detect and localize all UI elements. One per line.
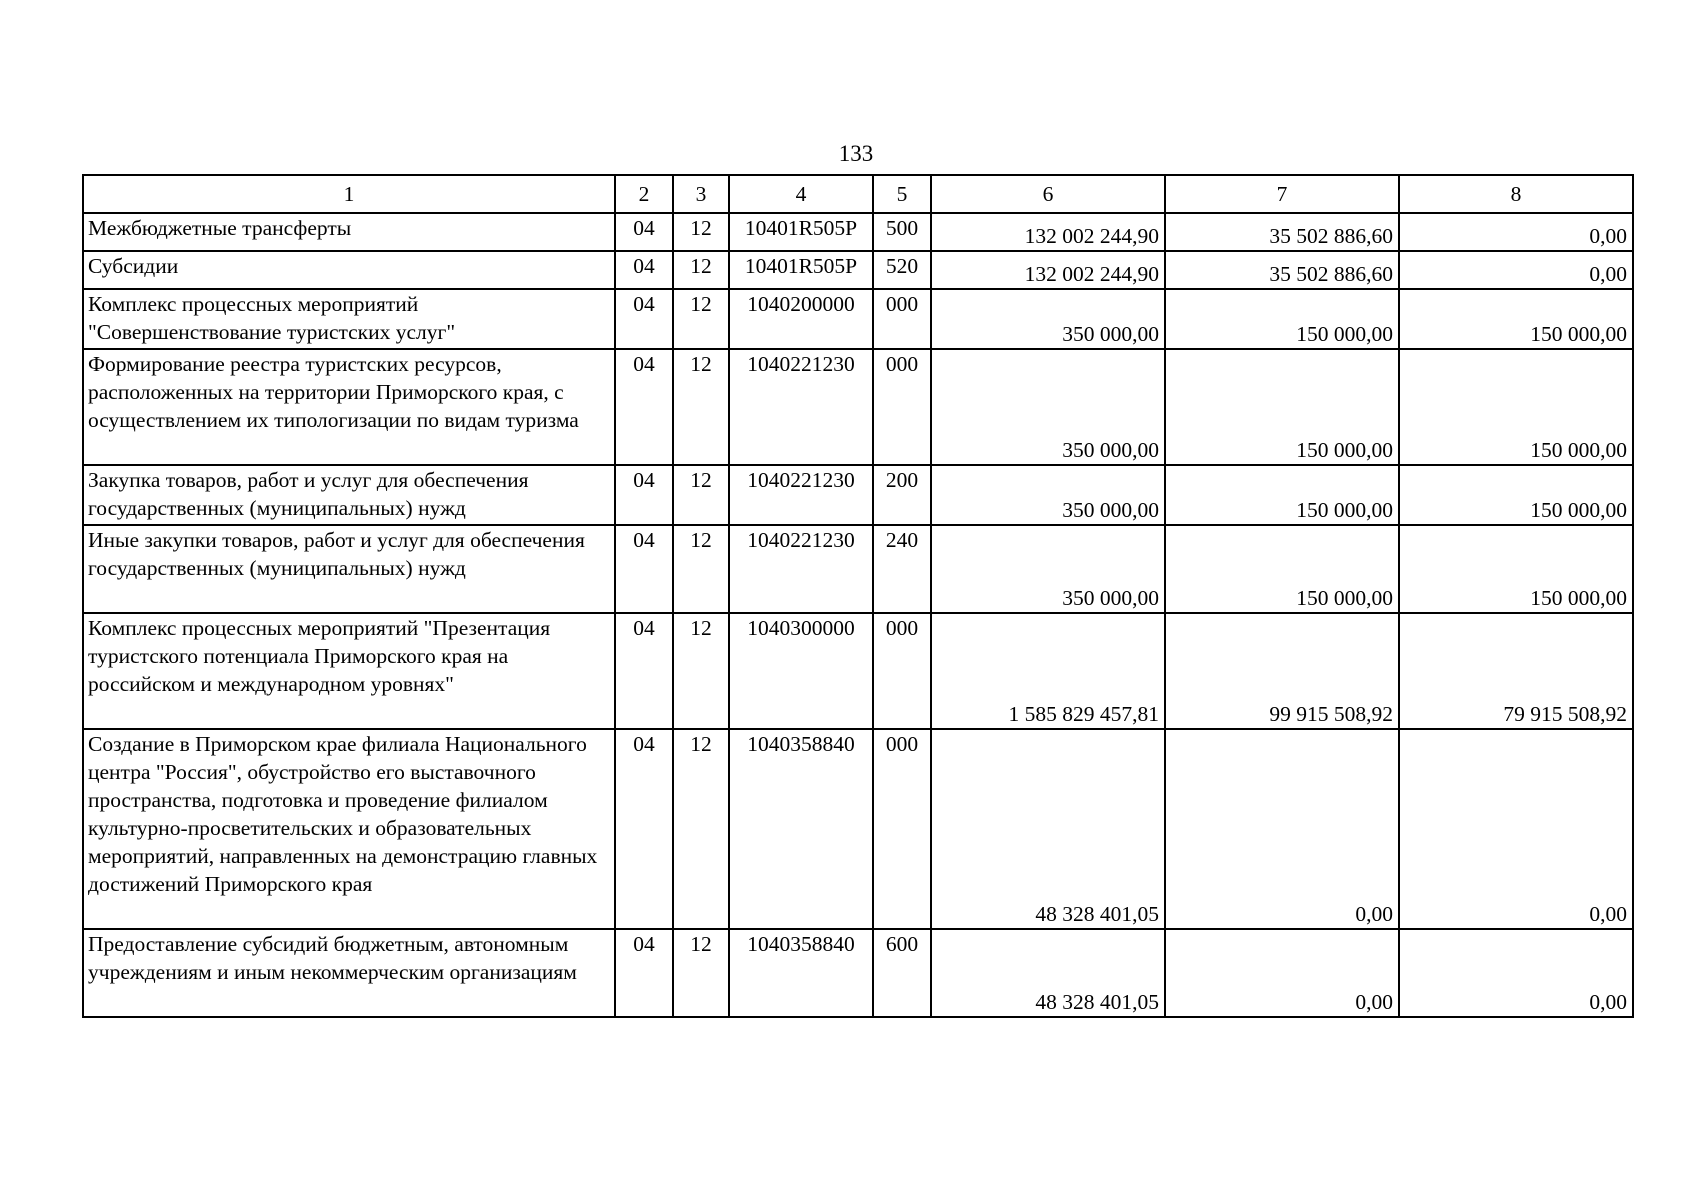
subsection-code: 12 xyxy=(673,613,729,729)
target-code: 1040358840 xyxy=(729,929,873,1017)
column-header: 4 xyxy=(729,175,873,213)
type-code: 200 xyxy=(873,465,931,525)
amount-col7: 150 000,00 xyxy=(1165,465,1399,525)
amount-col6: 48 328 401,05 xyxy=(931,729,1165,929)
section-code: 04 xyxy=(615,213,673,251)
table-row xyxy=(83,213,1633,251)
target-code: 1040221230 xyxy=(729,465,873,525)
amount-col8: 0,00 xyxy=(1399,251,1633,289)
amount-col6: 132 002 244,90 xyxy=(931,251,1165,289)
type-code: 520 xyxy=(873,251,931,289)
amount-col7: 0,00 xyxy=(1165,929,1399,1017)
type-code: 000 xyxy=(873,289,931,349)
amount-col7: 99 915 508,92 xyxy=(1165,613,1399,729)
section-code: 04 xyxy=(615,525,673,613)
column-header: 2 xyxy=(615,175,673,213)
row-name: Комплекс процессных мероприятий "Совершенствование туристских услуг" xyxy=(83,289,615,349)
section-code: 04 xyxy=(615,251,673,289)
amount-col8: 0,00 xyxy=(1399,213,1633,251)
target-code: 1040200000 xyxy=(729,289,873,349)
section-code: 04 xyxy=(615,929,673,1017)
type-code: 600 xyxy=(873,929,931,1017)
row-name: Комплекс процессных мероприятий "Презентация туристского потенциала Приморского края на российском и международном уровнях" xyxy=(83,613,615,729)
column-header: 1 xyxy=(83,175,615,213)
target-code: 1040300000 xyxy=(729,613,873,729)
amount-col6: 350 000,00 xyxy=(931,465,1165,525)
subsection-code: 12 xyxy=(673,349,729,465)
table-row xyxy=(83,929,1633,1017)
amount-col7: 150 000,00 xyxy=(1165,289,1399,349)
page-number: 133 xyxy=(838,141,874,166)
column-header: 6 xyxy=(931,175,1165,213)
amount-col8: 150 000,00 xyxy=(1399,465,1633,525)
table-row xyxy=(83,729,1633,929)
type-code: 240 xyxy=(873,525,931,613)
budget-table xyxy=(82,174,1634,1018)
amount-col8: 79 915 508,92 xyxy=(1399,613,1633,729)
amount-col7: 35 502 886,60 xyxy=(1165,213,1399,251)
row-name: Закупка товаров, работ и услуг для обеспечения государственных (муниципальных) нужд xyxy=(83,465,615,525)
amount-col6: 48 328 401,05 xyxy=(931,929,1165,1017)
amount-col8: 0,00 xyxy=(1399,929,1633,1017)
subsection-code: 12 xyxy=(673,929,729,1017)
column-header: 8 xyxy=(1399,175,1633,213)
amount-col8: 0,00 xyxy=(1399,729,1633,929)
row-name: Создание в Приморском крае филиала Национального центра "Россия", обустройство его выставочного пространства, подготовка и проведение филиалом культурно-просветительских и образовательных мероприятий, направленных на демонстрацию главных достижений Приморского края xyxy=(83,729,615,929)
target-code: 1040358840 xyxy=(729,729,873,929)
row-name: Субсидии xyxy=(83,251,615,289)
type-code: 000 xyxy=(873,613,931,729)
column-header: 3 xyxy=(673,175,729,213)
table-row xyxy=(83,525,1633,613)
table-header-row xyxy=(83,175,1633,213)
subsection-code: 12 xyxy=(673,213,729,251)
amount-col7: 0,00 xyxy=(1165,729,1399,929)
row-name: Предоставление субсидий бюджетным, автономным учреждениям и иным некоммерческим организациям xyxy=(83,929,615,1017)
target-code: 10401R505P xyxy=(729,213,873,251)
section-code: 04 xyxy=(615,349,673,465)
amount-col6: 132 002 244,90 xyxy=(931,213,1165,251)
amount-col7: 150 000,00 xyxy=(1165,525,1399,613)
table-row xyxy=(83,465,1633,525)
row-name: Формирование реестра туристских ресурсов, расположенных на территории Приморского края, с осуществлением их типологизации по видам туризма xyxy=(83,349,615,465)
amount-col6: 350 000,00 xyxy=(931,349,1165,465)
subsection-code: 12 xyxy=(673,251,729,289)
column-header: 7 xyxy=(1165,175,1399,213)
subsection-code: 12 xyxy=(673,465,729,525)
amount-col6: 350 000,00 xyxy=(931,289,1165,349)
target-code: 10401R505P xyxy=(729,251,873,289)
type-code: 000 xyxy=(873,729,931,929)
amount-col8: 150 000,00 xyxy=(1399,349,1633,465)
section-code: 04 xyxy=(615,465,673,525)
amount-col6: 1 585 829 457,81 xyxy=(931,613,1165,729)
table-row xyxy=(83,251,1633,289)
target-code: 1040221230 xyxy=(729,525,873,613)
row-name: Межбюджетные трансферты xyxy=(83,213,615,251)
amount-col6: 350 000,00 xyxy=(931,525,1165,613)
subsection-code: 12 xyxy=(673,525,729,613)
section-code: 04 xyxy=(615,613,673,729)
type-code: 500 xyxy=(873,213,931,251)
subsection-code: 12 xyxy=(673,729,729,929)
type-code: 000 xyxy=(873,349,931,465)
amount-col7: 150 000,00 xyxy=(1165,349,1399,465)
subsection-code: 12 xyxy=(673,289,729,349)
amount-col7: 35 502 886,60 xyxy=(1165,251,1399,289)
section-code: 04 xyxy=(615,289,673,349)
table-row xyxy=(83,613,1633,729)
table-row xyxy=(83,289,1633,349)
row-name: Иные закупки товаров, работ и услуг для обеспечения государственных (муниципальных) нужд xyxy=(83,525,615,613)
amount-col8: 150 000,00 xyxy=(1399,289,1633,349)
column-header: 5 xyxy=(873,175,931,213)
amount-col8: 150 000,00 xyxy=(1399,525,1633,613)
target-code: 1040221230 xyxy=(729,349,873,465)
section-code: 04 xyxy=(615,729,673,929)
table-row xyxy=(83,349,1633,465)
